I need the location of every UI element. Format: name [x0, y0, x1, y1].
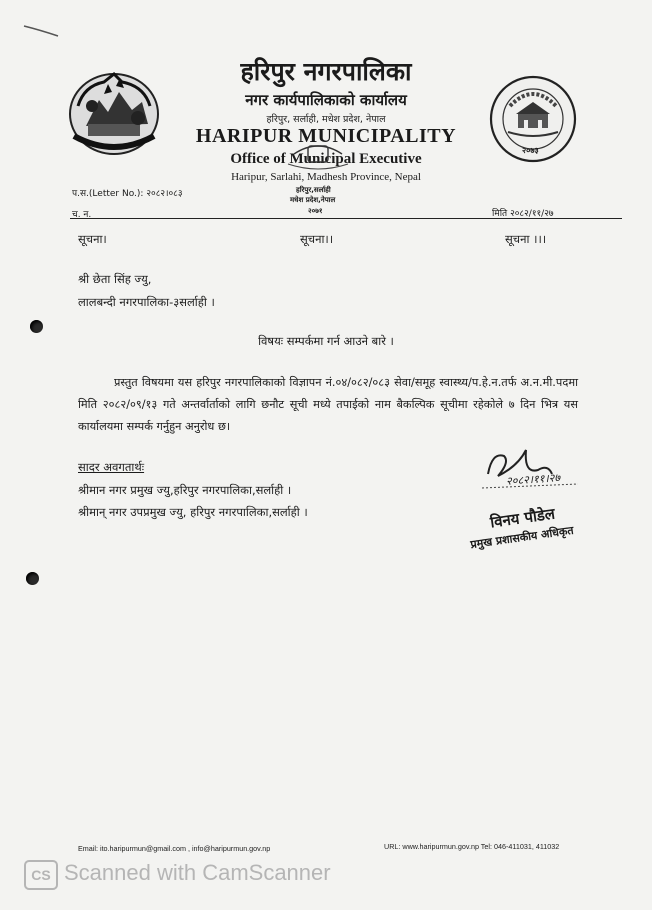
municipal-seal-year: २०७३ [522, 146, 539, 155]
title-english: HARIPUR MUNICIPALITY [195, 125, 457, 147]
footer-email: Email: ito.haripurmun@gmail.com , info@haripurmun.gov.np [78, 844, 271, 853]
date-label: मिति [492, 209, 508, 219]
signature-date: २०८२।११।२७ [505, 471, 561, 488]
notice-heading-1: सूचना। [78, 232, 107, 246]
address-english: Haripur, Sarlahi, Madhesh Province, Nepal [231, 171, 421, 183]
letter-no-value: २०८२।०८३ [146, 189, 183, 199]
header-divider [70, 218, 622, 219]
office-stamp-line2: मधेश प्रदेश,नेपाल [290, 196, 336, 204]
body-paragraph: प्रस्तुत विषयमा यस हरिपुर नगरपालिकाको विज्ञापन नं.०४/०८२/०८३ सेवा/समूह स्वास्थ्य/प.हे.न.तर्फ अ.न.मी.पदमा मिति २०८२/०९/१३ गते अन्तर्वार्ताको लागि छनौट सूची मध्ये तपाईको नाम बैकल्पिक सूचीमा रहेकोले ७ दिन भित्र यस कार्यालयमा सम्पर्क गर्नुहुन अनुरोध छ। [78, 376, 578, 433]
signatory-designation-stamp: प्रमुख प्रशासकीय अधिकृत [469, 523, 575, 552]
footer-url-tel: URL: www.haripurmun.gov.np Tel: 046-411031, 411032 [384, 842, 560, 851]
punch-hole-bottom [26, 572, 39, 585]
cc-item-1: श्रीमान नगर प्रमुख ज्यु,हरिपुर नगरपालिका,सर्लाही । [78, 483, 292, 497]
subject-line: विषयः सम्पर्कमा गर्न आउने बारे । [258, 334, 394, 348]
office-stamp-line3: २०७१ [308, 207, 323, 215]
camscanner-watermark-text: Scanned with CamScanner [64, 860, 331, 885]
subtitle-nepali: नगर कार्यपालिकाको कार्यालय [245, 91, 407, 109]
notice-heading-3: सूचना ।।। [505, 232, 547, 246]
notice-heading-2: सूचना।। [300, 232, 334, 246]
letter-no-label: प.स.(Letter No.): [72, 189, 144, 199]
recipient-address: लालबन्दी नगरपालिका-३सर्लाही । [78, 295, 215, 309]
address-nepali: हरिपुर, सर्लाही, मधेश प्रदेश, नेपाल [266, 114, 386, 125]
date-value: २०८२/११/२७ [510, 209, 554, 219]
camscanner-logo: CS [24, 860, 58, 890]
letter-no [72, 186, 183, 199]
office-stamp-line1: हरिपुर,सर्लाही [296, 186, 331, 194]
recipient-name: श्री छेता सिंह ज्यु, [78, 272, 152, 286]
cha-no-label: च. न. [72, 210, 92, 220]
signatory-name-stamp: विनय पौडेल [489, 504, 557, 532]
subtitle-english: Office of Municipal Executive [230, 151, 422, 167]
title-nepali: हरिपुर नगरपालिका [240, 57, 412, 86]
pen-mark [22, 20, 62, 40]
punch-hole-top [30, 320, 43, 333]
cc-item-2: श्रीमान् नगर उपप्रमुख ज्यु, हरिपुर नगरपालिका,सर्लाही । [78, 505, 308, 519]
cc-heading: सादर अवगतार्थः [78, 460, 145, 474]
